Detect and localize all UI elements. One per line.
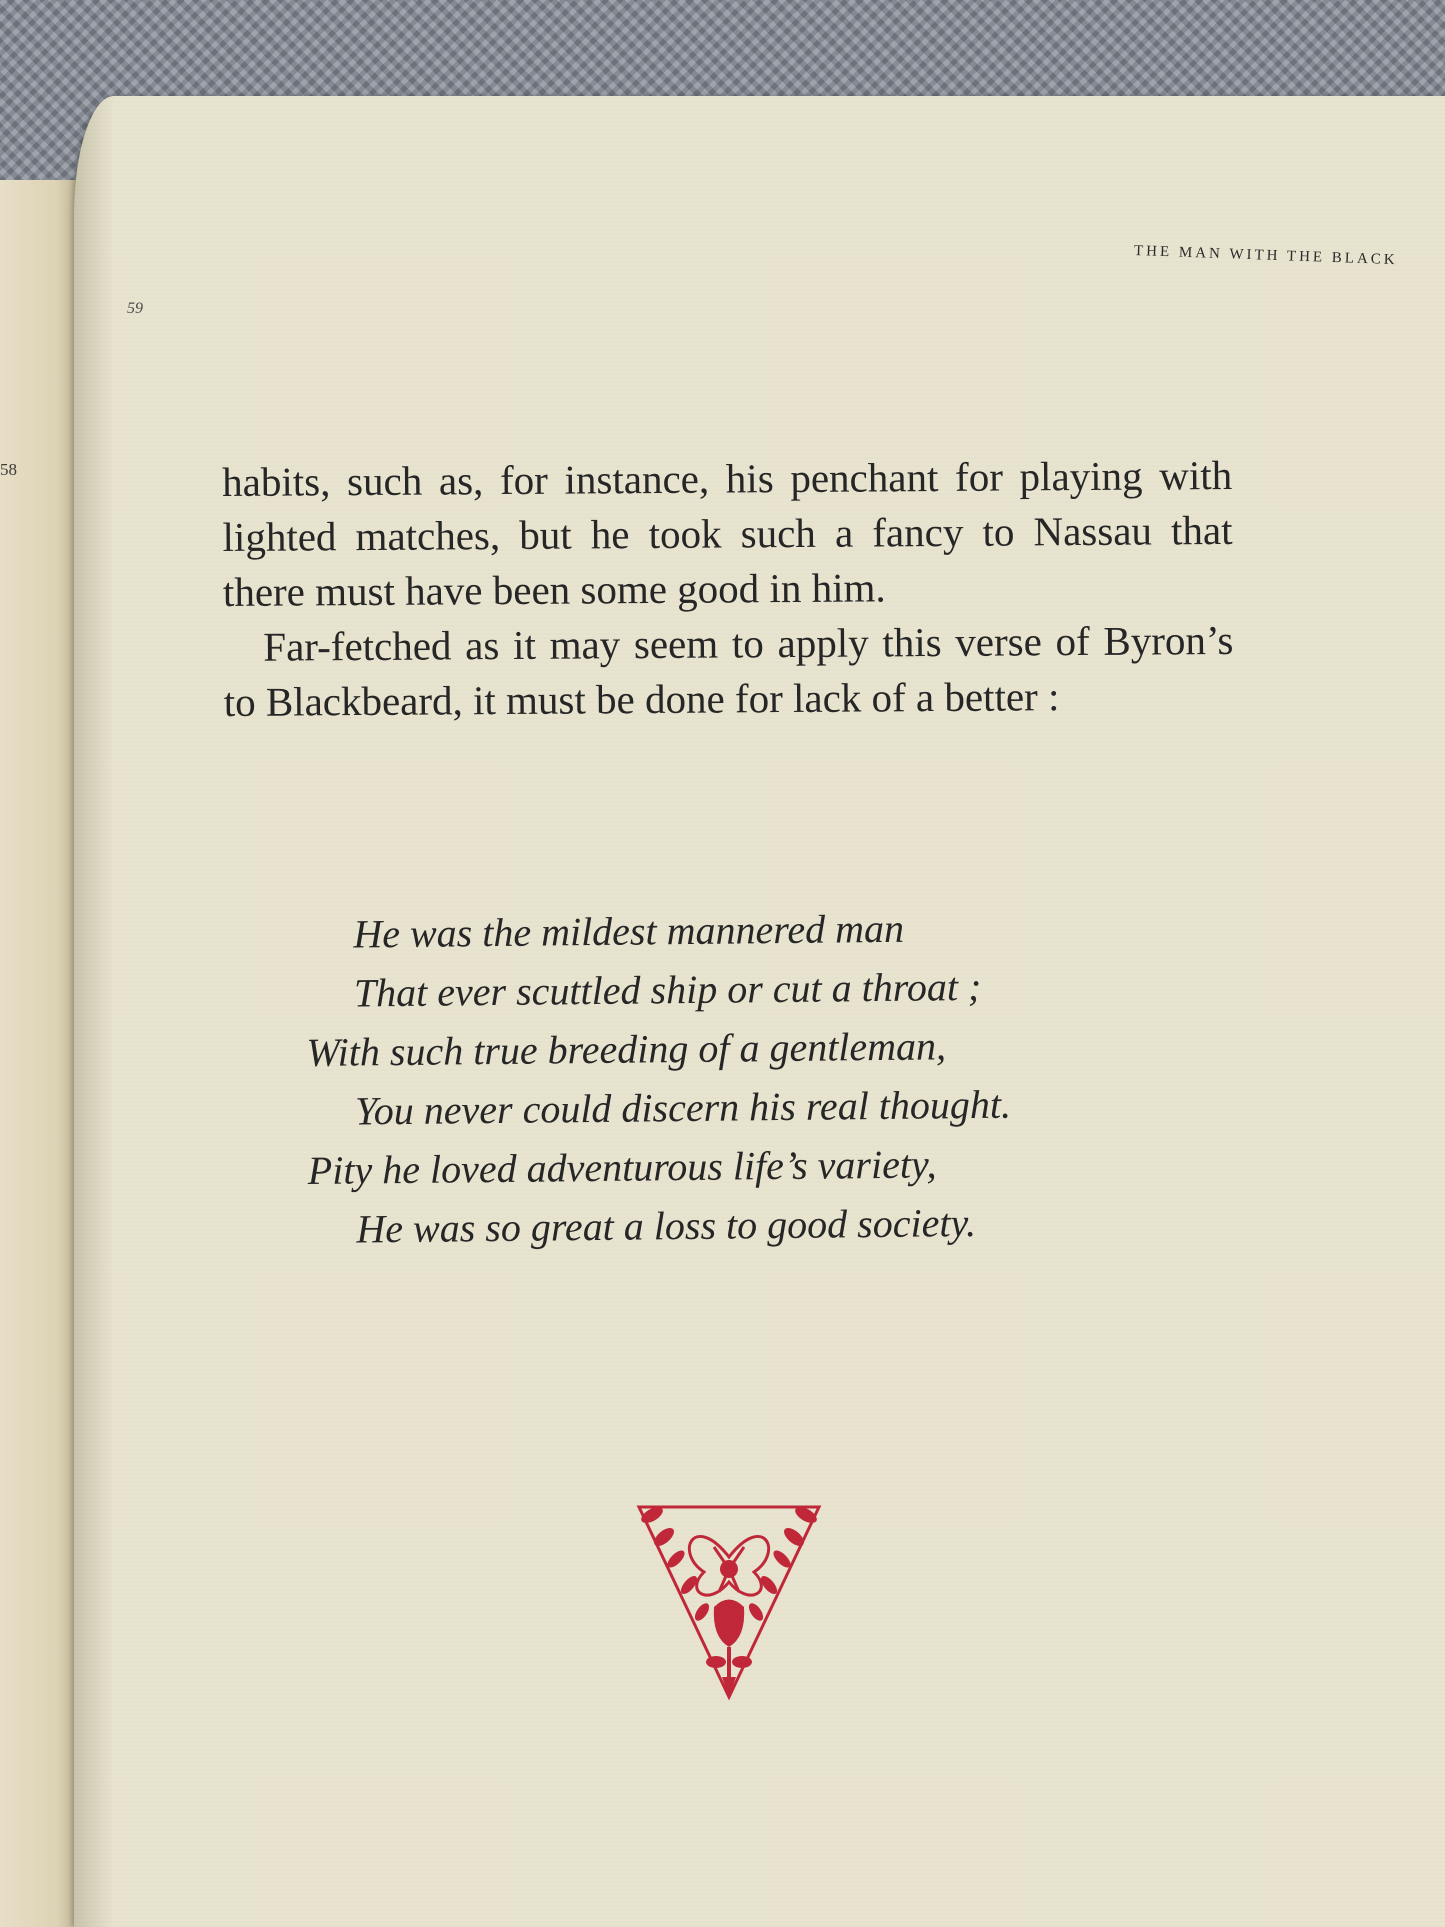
paragraph: habits, such as, for instance, his penchant for playing with lighted matches, but he took such a fancy to Nassau that there must have been some good in him. bbox=[222, 451, 1233, 615]
body-text bbox=[222, 448, 1234, 730]
verse-line: He was the mildest mannered man bbox=[353, 905, 905, 957]
verse-line: He was so great a loss to good society. bbox=[356, 1199, 977, 1252]
left-page bbox=[0, 180, 80, 1927]
verse-line: That ever scuttled ship or cut a throat ; bbox=[353, 963, 982, 1016]
verse-line: With such true breeding of a gentleman, bbox=[306, 1023, 947, 1075]
verse-quotation bbox=[305, 896, 1189, 1259]
floral-tailpiece-ornament-icon bbox=[634, 1497, 824, 1702]
page-number: 59 bbox=[127, 300, 143, 317]
verse-line: You never could discern his real thought. bbox=[354, 1081, 1012, 1134]
running-head: THE MAN WITH THE BLACK bbox=[1133, 243, 1398, 269]
verse-line: Pity he loved adventurous life’s variety, bbox=[307, 1141, 937, 1193]
paragraph: Far-fetched as it may seem to apply this verse of Byron’s to Blackbeard, it must be done for lack of a better : bbox=[223, 616, 1234, 725]
left-page-number: 58 bbox=[0, 460, 17, 479]
